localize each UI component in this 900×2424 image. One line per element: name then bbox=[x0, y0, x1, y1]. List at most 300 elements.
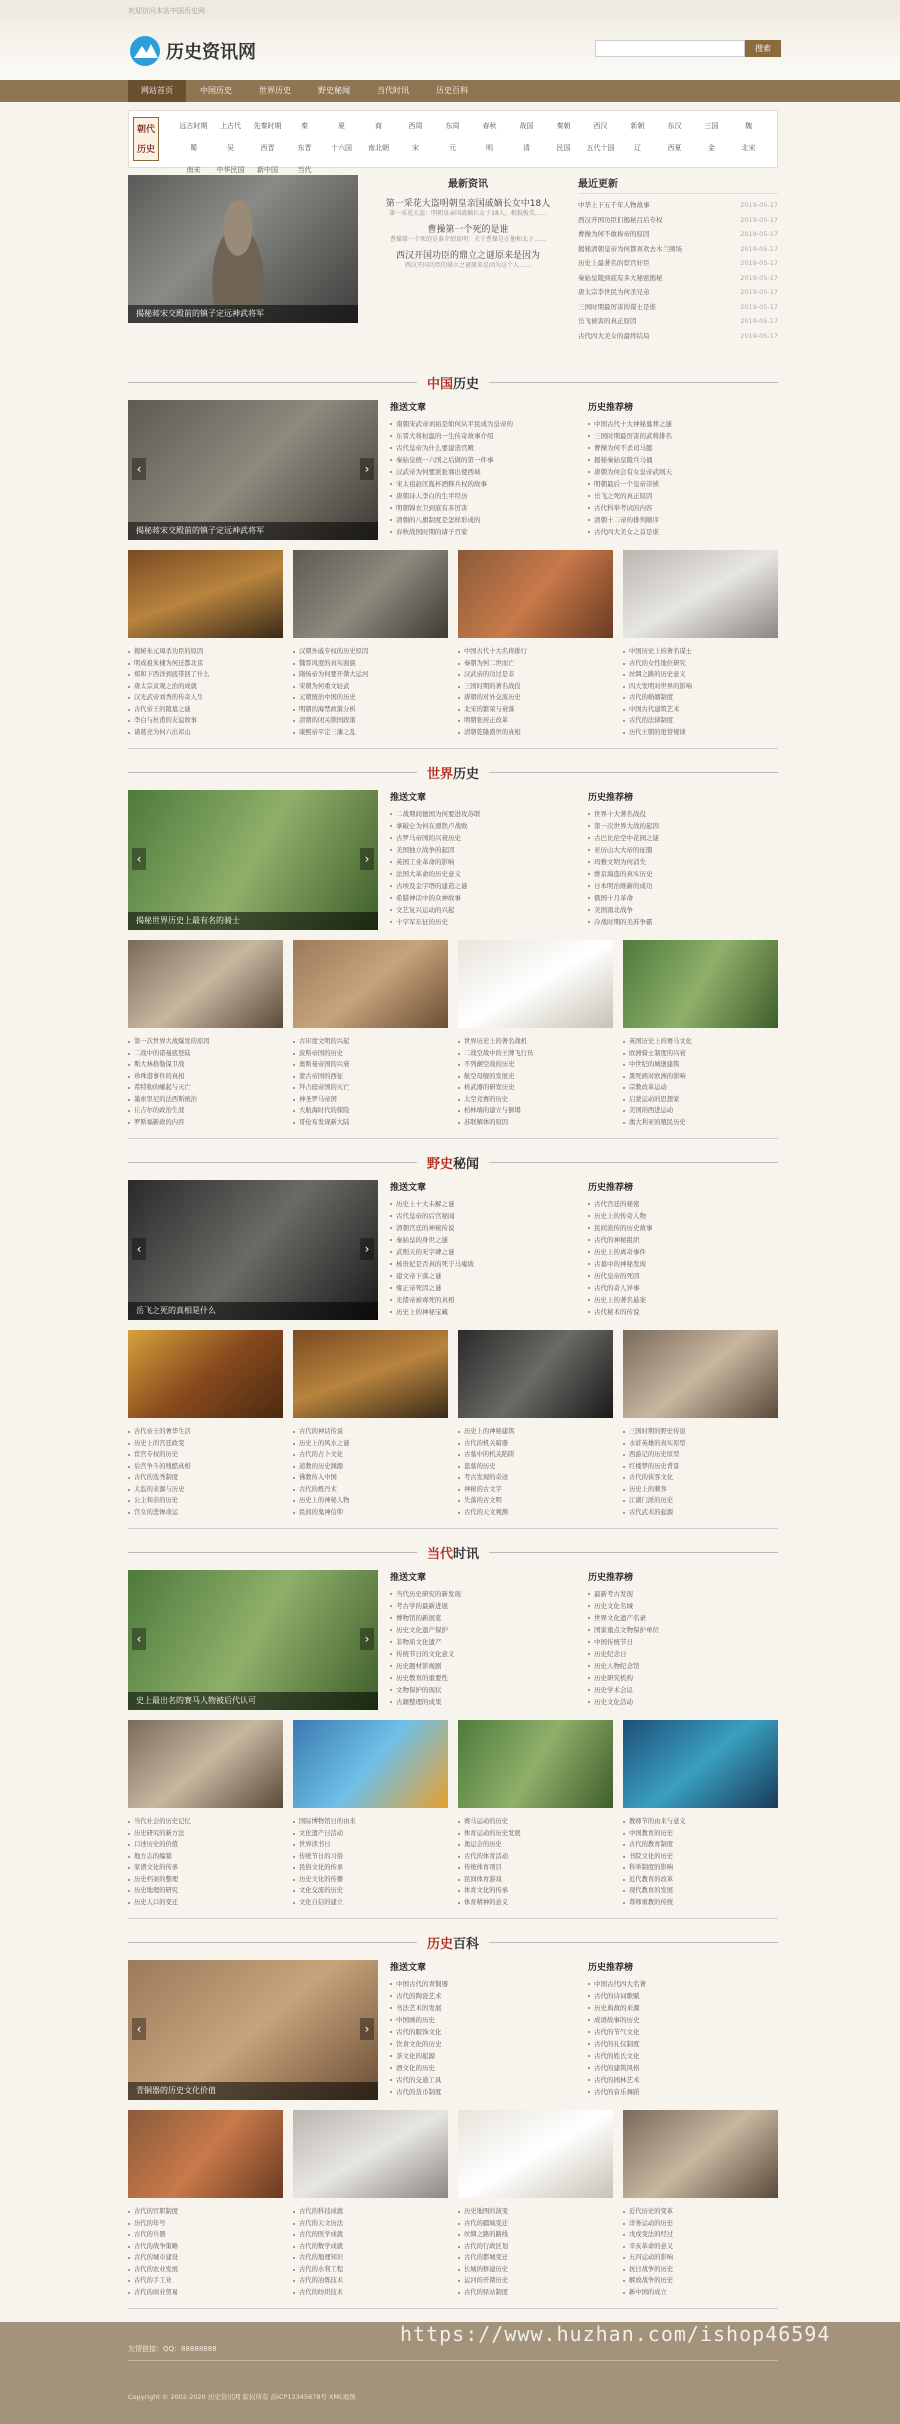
section-caption[interactable]: 岳飞之死的真相是什么 bbox=[128, 1302, 378, 1320]
article-link[interactable]: 辛亥革命的意义 bbox=[623, 2241, 778, 2253]
article-link[interactable]: 酒文化的历史 bbox=[390, 2062, 580, 2074]
article-link[interactable]: 戊戌变法的经过 bbox=[623, 2229, 778, 2241]
article-link[interactable]: 古代的官职制度 bbox=[128, 2206, 283, 2218]
thumbnail-image[interactable] bbox=[623, 550, 778, 638]
article-link[interactable]: 历史上的离奇事件 bbox=[588, 1246, 778, 1258]
section-caption[interactable]: 青铜器的历史文化价值 bbox=[128, 2082, 378, 2100]
article-link[interactable]: 中国传统节日 bbox=[588, 1636, 778, 1648]
dynasty-link[interactable]: 吴 bbox=[227, 144, 234, 152]
article-link[interactable]: 澳大利亚的殖民历史 bbox=[623, 1117, 778, 1129]
article-link[interactable]: 历史文化遗产保护 bbox=[390, 1624, 580, 1636]
article-link[interactable]: 苏联解体的原因 bbox=[458, 1117, 613, 1129]
article-link[interactable]: 古代的侠客文化 bbox=[623, 1472, 778, 1484]
thumbnail-image[interactable] bbox=[128, 550, 283, 638]
article-link[interactable]: 历史研究的新方法 bbox=[128, 1828, 283, 1840]
article-link[interactable]: 饮食文化的历史 bbox=[390, 2038, 580, 2050]
article-link[interactable]: 地方志的编纂 bbox=[128, 1851, 283, 1863]
next-arrow-icon[interactable]: › bbox=[360, 458, 374, 480]
dynasty-link[interactable]: 上古代 bbox=[220, 122, 241, 130]
update-item[interactable] bbox=[578, 314, 778, 329]
article-link[interactable]: 二战期间德国为何要进攻苏联 bbox=[390, 808, 580, 820]
update-title[interactable]: 岳飞被害的真正原因 bbox=[578, 317, 637, 325]
section-heading[interactable]: 当代时讯 bbox=[417, 1547, 489, 1562]
article-link[interactable]: 古代科举考试的内容 bbox=[588, 502, 778, 514]
article-link[interactable]: 三国时期的野史传说 bbox=[623, 1426, 778, 1438]
update-title[interactable]: 西汉开国功臣们揭秘吕后专权 bbox=[578, 215, 663, 224]
article-link[interactable]: 四大发明对世界的影响 bbox=[623, 681, 778, 693]
article-link[interactable]: 斯大林格勒保卫战 bbox=[128, 1059, 283, 1071]
article-link[interactable]: 古埃及金字塔的建造之谜 bbox=[390, 880, 580, 892]
article-link[interactable]: 郑和下西洋到底带回了什么 bbox=[128, 669, 283, 681]
article-link[interactable]: 曹操为何不杀司马懿 bbox=[588, 442, 778, 454]
dynasty-link[interactable]: 春秋 bbox=[482, 122, 497, 130]
article-link[interactable]: 宋朝为何重文轻武 bbox=[293, 681, 448, 693]
article-link[interactable]: 明朝最后一个皇帝崇祯 bbox=[588, 478, 778, 490]
dynasty-link[interactable]: 新朝 bbox=[630, 122, 645, 130]
dynasty-link[interactable]: 清 bbox=[523, 144, 530, 152]
thumbnail-image[interactable] bbox=[458, 940, 613, 1028]
article-link[interactable]: 诸葛亮为何六出祁山 bbox=[128, 727, 283, 739]
dynasty-link[interactable]: 西晋 bbox=[260, 144, 275, 152]
thumbnail-image[interactable] bbox=[128, 940, 283, 1028]
dynasty-link[interactable]: 蜀 bbox=[190, 144, 197, 152]
article-link[interactable]: 体育文化的传承 bbox=[458, 1885, 613, 1897]
article-link[interactable]: 宗教改革运动 bbox=[623, 1082, 778, 1094]
article-link[interactable]: 古代的医学成就 bbox=[293, 2229, 448, 2241]
article-link[interactable]: 传统体育项目 bbox=[458, 1862, 613, 1874]
article-link[interactable]: 古代的体育活动 bbox=[458, 1851, 613, 1863]
update-item[interactable] bbox=[578, 198, 778, 213]
dynasty-link[interactable]: 北宋 bbox=[741, 144, 756, 152]
article-link[interactable]: 历史档案的整理 bbox=[128, 1874, 283, 1886]
article-link[interactable]: 英国历史上的赛马文化 bbox=[623, 1036, 778, 1048]
article-link[interactable]: 汉朝外戚专权的历史原因 bbox=[293, 646, 448, 658]
article-link[interactable]: 历史上的著名悬案 bbox=[588, 1294, 778, 1306]
article-link[interactable]: 中国历史上的著名谋士 bbox=[623, 646, 778, 658]
article-link[interactable]: 古代的数学成就 bbox=[293, 2241, 448, 2253]
dynasty-link[interactable]: 当代 bbox=[297, 166, 312, 174]
dynasty-link[interactable]: 民国 bbox=[556, 144, 571, 152]
article-link[interactable]: 东晋大将桓温的一生传奇故事介绍 bbox=[390, 430, 580, 442]
article-link[interactable]: 启蒙运动的思想家 bbox=[623, 1094, 778, 1106]
thumbnail-image[interactable] bbox=[293, 550, 448, 638]
article-link[interactable]: 中国古代四大名著 bbox=[588, 1978, 778, 1990]
article-link[interactable]: 隋炀帝为何要开凿大运河 bbox=[293, 669, 448, 681]
article-link[interactable]: 历史地理的研究 bbox=[128, 1885, 283, 1897]
article-link[interactable]: 光绪帝被毒死的真相 bbox=[390, 1294, 580, 1306]
article-link[interactable]: 宋太祖赵匡胤杯酒释兵权的故事 bbox=[390, 478, 580, 490]
article-link[interactable]: 古代的女性地位研究 bbox=[623, 658, 778, 670]
section-heading[interactable]: 世界历史 bbox=[417, 767, 489, 782]
article-link[interactable]: 中国古代建筑艺术 bbox=[623, 704, 778, 716]
article-link[interactable]: 岳飞之死的真正原因 bbox=[588, 490, 778, 502]
article-link[interactable]: 奥运会的历史 bbox=[458, 1839, 613, 1851]
article-link[interactable]: 古代的地理知识 bbox=[293, 2252, 448, 2264]
article-link[interactable]: 民间体育游戏 bbox=[458, 1874, 613, 1886]
dynasty-link[interactable]: 明 bbox=[486, 144, 493, 152]
article-link[interactable]: 解放战争的历史 bbox=[623, 2275, 778, 2287]
article-link[interactable]: 考古发现的奇迹 bbox=[458, 1472, 613, 1484]
article-link[interactable]: 拿破仑为何在滑铁卢战败 bbox=[390, 820, 580, 832]
article-link[interactable]: 古代的交通工具 bbox=[390, 2074, 580, 2086]
article-link[interactable]: 历史题材影视剧 bbox=[390, 1660, 580, 1672]
article-link[interactable]: 历史上的刺客 bbox=[623, 1484, 778, 1496]
update-item[interactable] bbox=[578, 242, 778, 257]
thumbnail-image[interactable] bbox=[293, 940, 448, 1028]
article-link[interactable]: 抗日战争的历史 bbox=[623, 2264, 778, 2276]
article-link[interactable]: 柏林墙的建立与倒塌 bbox=[458, 1105, 613, 1117]
update-item[interactable] bbox=[578, 227, 778, 242]
dynasty-link[interactable]: 夏 bbox=[338, 122, 345, 130]
latest-headline[interactable]: 西汉开国功臣的鼎立之谜原来是因为 bbox=[395, 251, 540, 261]
article-link[interactable]: 古代的奇人异事 bbox=[588, 1282, 778, 1294]
next-arrow-icon[interactable]: › bbox=[360, 1238, 374, 1260]
article-link[interactable]: 历史上的神秘建筑 bbox=[458, 1426, 613, 1438]
article-link[interactable]: 古代的天文历法 bbox=[293, 2218, 448, 2230]
dynasty-link[interactable]: 金 bbox=[708, 144, 715, 152]
article-link[interactable]: 新中国的成立 bbox=[623, 2287, 778, 2299]
article-link[interactable]: 历史典故的来源 bbox=[588, 2002, 778, 2014]
update-title[interactable]: 历史上最著名的宦官奸臣 bbox=[578, 259, 650, 267]
article-link[interactable]: 历史上的宫廷政变 bbox=[128, 1438, 283, 1450]
article-link[interactable]: 佛教传入中国 bbox=[293, 1472, 448, 1484]
article-link[interactable]: 世界读书日 bbox=[293, 1839, 448, 1851]
article-link[interactable]: 拜占庭帝国的灭亡 bbox=[293, 1082, 448, 1094]
dynasty-link[interactable]: 十六国 bbox=[331, 144, 352, 152]
article-link[interactable]: 明朝锦衣卫到底有多厉害 bbox=[390, 502, 580, 514]
article-link[interactable]: 体育运动的历史发展 bbox=[458, 1828, 613, 1840]
article-link[interactable]: 古代的纺织技术 bbox=[293, 2287, 448, 2299]
article-link[interactable]: 当代历史研究的新发现 bbox=[390, 1588, 580, 1600]
dynasty-link[interactable]: 魏 bbox=[745, 122, 752, 130]
article-link[interactable]: 红楼梦的历史背景 bbox=[623, 1461, 778, 1473]
update-item[interactable] bbox=[578, 271, 778, 286]
latest-headline[interactable]: 第一采花大盗明朝皇亲国戚嫡长女中18人 bbox=[385, 199, 551, 209]
article-link[interactable]: 古代的行政区划 bbox=[458, 2241, 613, 2253]
article-link[interactable]: 博物馆的新展览 bbox=[390, 1612, 580, 1624]
article-link[interactable]: 古代的姓氏文化 bbox=[588, 2050, 778, 2062]
article-link[interactable]: 蒙古帝国的西征 bbox=[293, 1071, 448, 1083]
update-title[interactable]: 古代四大美女的最终结局 bbox=[578, 331, 650, 340]
article-link[interactable]: 历史学术会议 bbox=[588, 1684, 778, 1696]
article-link[interactable]: 波斯帝国的历史 bbox=[293, 1048, 448, 1060]
update-item[interactable] bbox=[578, 285, 778, 300]
article-link[interactable]: 古代的城市建设 bbox=[128, 2252, 283, 2264]
article-link[interactable]: 宦官专权的历史 bbox=[128, 1449, 283, 1461]
article-link[interactable]: 古墓中的机关陷阱 bbox=[458, 1449, 613, 1461]
nav-item[interactable]: 野史秘闻 bbox=[318, 86, 350, 95]
article-link[interactable]: 历史上的神秘宝藏 bbox=[390, 1306, 580, 1318]
article-link[interactable]: 文物保护的现状 bbox=[390, 1684, 580, 1696]
article-link[interactable]: 唐朝诗人李白的生平经历 bbox=[390, 490, 580, 502]
article-link[interactable]: 传统节日的文化意义 bbox=[390, 1648, 580, 1660]
article-link[interactable]: 明朝的海禁政策分析 bbox=[293, 704, 448, 716]
article-link[interactable]: 李白与杜甫的友谊故事 bbox=[128, 715, 283, 727]
article-link[interactable]: 三国时期的著名战役 bbox=[458, 681, 613, 693]
article-link[interactable]: 美国南北战争 bbox=[588, 904, 778, 916]
article-link[interactable]: 国家重点文物保护单位 bbox=[588, 1624, 778, 1636]
article-link[interactable]: 珍珠港事件的真相 bbox=[128, 1071, 283, 1083]
article-link[interactable]: 唐朝的对外交流历史 bbox=[458, 692, 613, 704]
dynasty-link[interactable]: 先秦时期 bbox=[253, 122, 282, 130]
prev-arrow-icon[interactable]: ‹ bbox=[132, 2018, 146, 2040]
article-link[interactable]: 古代的音乐舞蹈 bbox=[588, 2086, 778, 2098]
article-link[interactable]: 古代皇帝为什么要建造宫殿 bbox=[390, 442, 580, 454]
article-link[interactable]: 洋务运动的历史 bbox=[623, 2218, 778, 2230]
dynasty-link[interactable]: 中华民国 bbox=[216, 166, 245, 174]
dynasty-link[interactable]: 战国 bbox=[519, 122, 534, 130]
article-link[interactable]: 历代的年号 bbox=[128, 2218, 283, 2230]
update-title[interactable]: 秦始皇陵到底有多大秘密揭秘 bbox=[578, 273, 663, 282]
article-link[interactable]: 考古学的最新进展 bbox=[390, 1600, 580, 1612]
article-link[interactable]: 五四运动的影响 bbox=[623, 2252, 778, 2264]
article-link[interactable]: 非物质文化遗产 bbox=[390, 1636, 580, 1648]
article-link[interactable]: 中世纪的城堡建筑 bbox=[623, 1059, 778, 1071]
article-link[interactable]: 揭秘秦始皇陵兵马俑 bbox=[588, 454, 778, 466]
article-link[interactable]: 神圣罗马帝国 bbox=[293, 1094, 448, 1106]
article-link[interactable]: 历代王朝的更替规律 bbox=[623, 727, 778, 739]
dynasty-link[interactable]: 五代十国 bbox=[586, 144, 615, 152]
update-item[interactable] bbox=[578, 329, 778, 344]
article-link[interactable]: 公主和亲的历史 bbox=[128, 1495, 283, 1507]
article-link[interactable]: 墨索里尼的法西斯统治 bbox=[128, 1094, 283, 1106]
article-link[interactable]: 古代的天文观测 bbox=[458, 1507, 613, 1519]
article-link[interactable]: 魏晋风度的真实面貌 bbox=[293, 658, 448, 670]
article-link[interactable]: 成语故事的历史 bbox=[588, 2014, 778, 2026]
article-link[interactable]: 汉武帝的功过是非 bbox=[458, 669, 613, 681]
article-link[interactable]: 赛马运动的历史 bbox=[458, 1816, 613, 1828]
article-link[interactable]: 丝绸之路的路线 bbox=[458, 2229, 613, 2241]
article-link[interactable]: 古代四大美女之首是谁 bbox=[588, 526, 778, 538]
update-item[interactable] bbox=[578, 256, 778, 271]
article-link[interactable]: 体育精神的意义 bbox=[458, 1897, 613, 1909]
section-heading[interactable]: 野史秘闻 bbox=[417, 1157, 489, 1172]
section-image[interactable] bbox=[128, 790, 378, 930]
article-link[interactable]: 明朝张居正改革 bbox=[458, 715, 613, 727]
article-link[interactable]: 历史上的风水之谜 bbox=[293, 1438, 448, 1450]
article-link[interactable]: 亚历山大大帝的征服 bbox=[588, 844, 778, 856]
article-link[interactable]: 后宫争斗的残酷真相 bbox=[128, 1461, 283, 1473]
article-link[interactable]: 民间的鬼神信仰 bbox=[293, 1507, 448, 1519]
search-button[interactable]: 搜索 bbox=[745, 40, 781, 57]
article-link[interactable]: 口述历史的价值 bbox=[128, 1839, 283, 1851]
article-link[interactable]: 古代的建筑风格 bbox=[588, 2062, 778, 2074]
update-item[interactable] bbox=[578, 300, 778, 315]
article-link[interactable]: 欧洲骑士制度的兴衰 bbox=[623, 1048, 778, 1060]
article-link[interactable]: 黑死病对欧洲的影响 bbox=[623, 1071, 778, 1083]
next-arrow-icon[interactable]: › bbox=[360, 1628, 374, 1650]
dynasty-link[interactable]: 商 bbox=[375, 122, 382, 130]
article-link[interactable]: 历史纪念日 bbox=[588, 1648, 778, 1660]
update-title[interactable]: 中华上下五千年人物故事 bbox=[578, 201, 650, 209]
update-title[interactable]: 揭秘清朝皇帝为何都喜欢去木兰围场 bbox=[578, 244, 682, 253]
article-link[interactable]: 古代秘术的传说 bbox=[588, 1306, 778, 1318]
thumbnail-image[interactable] bbox=[293, 1330, 448, 1418]
thumbnail-image[interactable] bbox=[623, 1330, 778, 1418]
article-link[interactable]: 清朝宫廷的神秘传说 bbox=[390, 1222, 580, 1234]
article-link[interactable]: 历代皇帝的死因 bbox=[588, 1270, 778, 1282]
article-link[interactable]: 二战中的诺曼底登陆 bbox=[128, 1048, 283, 1060]
article-link[interactable]: 奥斯曼帝国的兴衰 bbox=[293, 1059, 448, 1071]
thumbnail-image[interactable] bbox=[458, 2110, 613, 2198]
article-link[interactable]: 北宋的繁荣与衰落 bbox=[458, 704, 613, 716]
article-link[interactable]: 世界十大著名战役 bbox=[588, 808, 778, 820]
article-link[interactable]: 古代的炼丹术 bbox=[293, 1484, 448, 1496]
update-title[interactable]: 曹操为何不敢称帝的原因 bbox=[578, 230, 650, 238]
article-link[interactable]: 文化自信的建立 bbox=[293, 1897, 448, 1909]
article-link[interactable]: 秦始皇的身世之谜 bbox=[390, 1234, 580, 1246]
section-heading[interactable]: 中国历史 bbox=[417, 377, 489, 392]
thumbnail-image[interactable] bbox=[128, 1720, 283, 1808]
dynasty-link[interactable]: 东汉 bbox=[667, 122, 682, 130]
article-link[interactable]: 国际博物馆日的由来 bbox=[293, 1816, 448, 1828]
article-link[interactable]: 康熙帝平定三藩之乱 bbox=[293, 727, 448, 739]
article-link[interactable]: 建文帝下落之谜 bbox=[390, 1270, 580, 1282]
article-link[interactable]: 希腊神话中的众神故事 bbox=[390, 892, 580, 904]
section-caption[interactable]: 揭秘蒋宋交殿前的镇子定远神武将军 bbox=[128, 522, 378, 540]
article-link[interactable]: 英国工业革命的影响 bbox=[390, 856, 580, 868]
article-link[interactable]: 历史文化的传播 bbox=[293, 1874, 448, 1886]
article-link[interactable]: 古罗马帝国的兴衰历史 bbox=[390, 832, 580, 844]
article-link[interactable]: 中国古代十大名将排行 bbox=[458, 646, 613, 658]
article-link[interactable]: 汉光武帝刘秀的传奇人生 bbox=[128, 692, 283, 704]
article-link[interactable]: 失落的古文明 bbox=[458, 1495, 613, 1507]
article-link[interactable]: 古代的战争策略 bbox=[128, 2241, 283, 2253]
article-link[interactable]: 文化交流的历史 bbox=[293, 1885, 448, 1897]
article-link[interactable]: 科举制度的影响 bbox=[623, 1862, 778, 1874]
thumbnail-image[interactable] bbox=[623, 940, 778, 1028]
article-link[interactable]: 文化遗产日活动 bbox=[293, 1828, 448, 1840]
dynasty-link[interactable]: 元 bbox=[449, 144, 456, 152]
article-link[interactable]: 清朝十二帝的排列顺序 bbox=[588, 514, 778, 526]
latest-headline[interactable]: 曹操第一个死的是谁 bbox=[427, 225, 509, 235]
article-link[interactable]: 古代的农业发展 bbox=[128, 2264, 283, 2276]
article-link[interactable]: 宫女的悲惨命运 bbox=[128, 1507, 283, 1519]
article-link[interactable]: 书院文化的历史 bbox=[623, 1851, 778, 1863]
article-link[interactable]: 传统节日的习俗 bbox=[293, 1851, 448, 1863]
article-link[interactable]: 神秘的古文字 bbox=[458, 1484, 613, 1496]
thumbnail-image[interactable] bbox=[623, 2110, 778, 2198]
article-link[interactable]: 民俗文化的传承 bbox=[293, 1862, 448, 1874]
thumbnail-image[interactable] bbox=[293, 1720, 448, 1808]
article-link[interactable]: 文艺复兴运动的兴起 bbox=[390, 904, 580, 916]
dynasty-link[interactable]: 西汉 bbox=[593, 122, 608, 130]
next-arrow-icon[interactable]: › bbox=[360, 2018, 374, 2040]
dynasty-link[interactable]: 辽 bbox=[634, 144, 641, 152]
article-link[interactable]: 古代的礼仪制度 bbox=[588, 2038, 778, 2050]
prev-arrow-icon[interactable]: ‹ bbox=[132, 458, 146, 480]
update-title[interactable]: 唐太宗李世民为何杀兄弟 bbox=[578, 288, 650, 296]
article-link[interactable]: 古代的神秘组织 bbox=[588, 1234, 778, 1246]
thumbnail-image[interactable] bbox=[458, 1330, 613, 1418]
article-link[interactable]: 南朝宋武帝刘裕是如何从平民成为皇帝的 bbox=[390, 418, 580, 430]
article-link[interactable]: 运河的开凿历史 bbox=[458, 2275, 613, 2287]
article-link[interactable]: 西游记的历史原型 bbox=[623, 1449, 778, 1461]
article-link[interactable]: 古代武术的起源 bbox=[623, 1507, 778, 1519]
section-caption[interactable]: 揭秘世界历史上最有名的骑士 bbox=[128, 912, 378, 930]
article-link[interactable]: 历史人口的变迁 bbox=[128, 1897, 283, 1909]
nav-item[interactable]: 历史百科 bbox=[436, 86, 468, 95]
nav-item[interactable]: 世界历史 bbox=[259, 86, 291, 95]
article-link[interactable]: 航空母舰的发展史 bbox=[458, 1071, 613, 1083]
article-link[interactable]: 十字军东征的历史 bbox=[390, 916, 580, 928]
article-link[interactable]: 现代教育的发展 bbox=[623, 1885, 778, 1897]
article-link[interactable]: 中国古代的青铜器 bbox=[390, 1978, 580, 1990]
article-link[interactable]: 秦始皇统一六国之后做的第一件事 bbox=[390, 454, 580, 466]
article-link[interactable]: 历史文化名城 bbox=[588, 1600, 778, 1612]
article-link[interactable]: 古代宫廷的秘密 bbox=[588, 1198, 778, 1210]
article-link[interactable]: 古代的货币制度 bbox=[390, 2086, 580, 2098]
article-link[interactable]: 中国教育的历史 bbox=[623, 1828, 778, 1840]
section-image[interactable] bbox=[128, 400, 378, 540]
article-link[interactable]: 大航海时代的探险 bbox=[293, 1105, 448, 1117]
article-link[interactable]: 历史人物纪念馆 bbox=[588, 1660, 778, 1672]
prev-arrow-icon[interactable]: ‹ bbox=[132, 1238, 146, 1260]
article-link[interactable]: 第一次世界大战的起因 bbox=[588, 820, 778, 832]
dynasty-link[interactable]: 新中国 bbox=[257, 166, 278, 174]
article-link[interactable]: 罗斯福新政的内容 bbox=[128, 1117, 283, 1129]
article-link[interactable]: 书法艺术的发展 bbox=[390, 2002, 580, 2014]
article-link[interactable]: 近代教育的改革 bbox=[623, 1874, 778, 1886]
article-link[interactable]: 古代的疆域变迁 bbox=[458, 2218, 613, 2230]
article-link[interactable]: 长城的修建历史 bbox=[458, 2264, 613, 2276]
dynasty-link[interactable]: 南北朝 bbox=[368, 144, 389, 152]
section-image[interactable] bbox=[128, 1180, 378, 1320]
article-link[interactable]: 第一次世界大战爆发的原因 bbox=[128, 1036, 283, 1048]
article-link[interactable]: 太监的来源与历史 bbox=[128, 1484, 283, 1496]
article-link[interactable]: 唐太宗贞观之治的成就 bbox=[128, 681, 283, 693]
article-link[interactable]: 当代社会的历史记忆 bbox=[128, 1816, 283, 1828]
article-link[interactable]: 尊师重教的传统 bbox=[623, 1897, 778, 1909]
thumbnail-image[interactable] bbox=[293, 2110, 448, 2198]
article-link[interactable]: 古代的都城变迁 bbox=[458, 2252, 613, 2264]
article-link[interactable]: 明成祖朱棣为何迁都北京 bbox=[128, 658, 283, 670]
article-link[interactable]: 历史上的神秘人物 bbox=[293, 1495, 448, 1507]
article-link[interactable]: 维京海盗的真实历史 bbox=[588, 868, 778, 880]
article-link[interactable]: 古代的教育制度 bbox=[623, 1839, 778, 1851]
article-link[interactable]: 美国的西进运动 bbox=[623, 1105, 778, 1117]
article-link[interactable]: 法国大革命的历史意义 bbox=[390, 868, 580, 880]
article-link[interactable]: 不列颠空战的历史 bbox=[458, 1059, 613, 1071]
article-link[interactable]: 三国时期最厉害的武将排名 bbox=[588, 430, 778, 442]
nav-item[interactable]: 当代时讯 bbox=[377, 86, 409, 95]
search-input[interactable] bbox=[595, 40, 745, 57]
article-link[interactable]: 古代的节气文化 bbox=[588, 2026, 778, 2038]
article-link[interactable]: 唐朝为何会有女皇帝武则天 bbox=[588, 466, 778, 478]
article-link[interactable]: 古代的诗词歌赋 bbox=[588, 1990, 778, 2002]
article-link[interactable]: 丘吉尔的政治生涯 bbox=[128, 1105, 283, 1117]
article-link[interactable]: 春秋战国时期的诸子百家 bbox=[390, 526, 580, 538]
article-link[interactable]: 古代的机关暗器 bbox=[458, 1438, 613, 1450]
article-link[interactable]: 古代的兵器 bbox=[128, 2229, 283, 2241]
article-link[interactable]: 中国古代十大神秘墓葬之谜 bbox=[588, 418, 778, 430]
article-link[interactable]: 古代帝王的奢华生活 bbox=[128, 1426, 283, 1438]
article-link[interactable]: 教师节的由来与意义 bbox=[623, 1816, 778, 1828]
article-link[interactable]: 家谱文化的传承 bbox=[128, 1862, 283, 1874]
article-link[interactable]: 太空竞赛的历史 bbox=[458, 1094, 613, 1106]
article-link[interactable]: 古代的占卜文化 bbox=[293, 1449, 448, 1461]
article-link[interactable]: 揭秘朱元璋杀功臣的原因 bbox=[128, 646, 283, 658]
article-link[interactable]: 古代的商业贸易 bbox=[128, 2287, 283, 2299]
article-link[interactable]: 中国画的历史 bbox=[390, 2014, 580, 2026]
thumbnail-image[interactable] bbox=[458, 1720, 613, 1808]
section-heading[interactable]: 历史百科 bbox=[417, 1937, 489, 1952]
article-link[interactable]: 古代的陶瓷艺术 bbox=[390, 1990, 580, 2002]
article-link[interactable]: 最新考古发现 bbox=[588, 1588, 778, 1600]
article-link[interactable]: 历史研究机构 bbox=[588, 1672, 778, 1684]
feature-caption[interactable]: 揭秘蒋宋交殿前的镇子定远神武将军 bbox=[128, 305, 358, 323]
article-link[interactable]: 二战空战中的王牌飞行员 bbox=[458, 1048, 613, 1060]
